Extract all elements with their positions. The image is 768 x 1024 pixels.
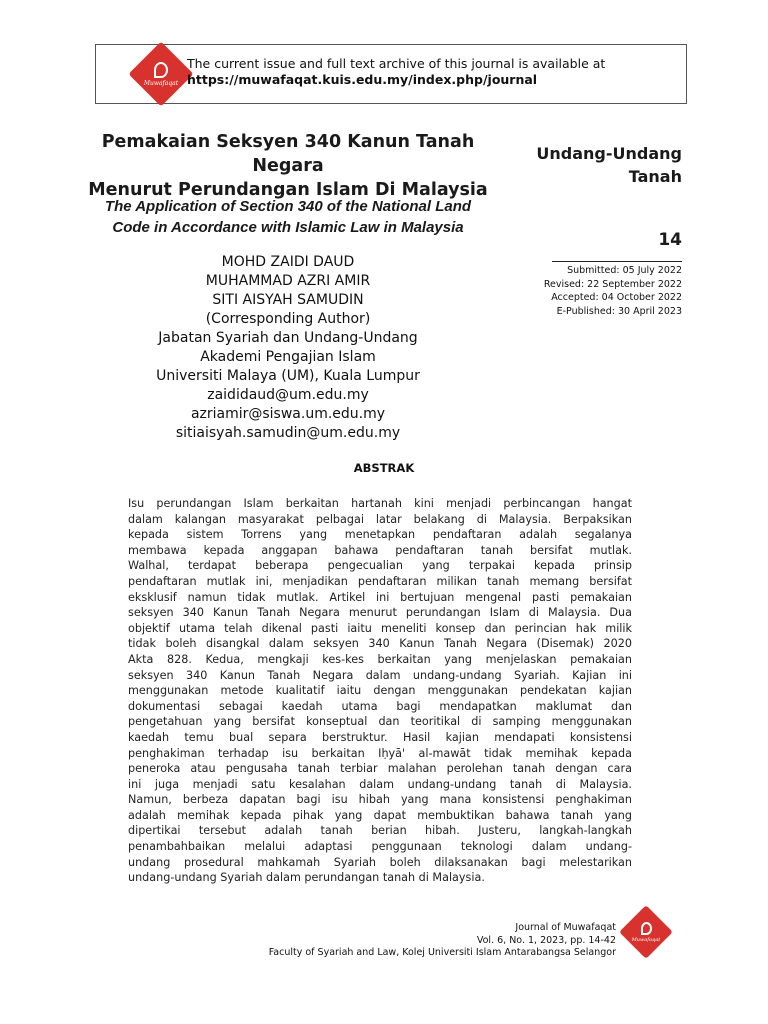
abstract-line: dokumentasi sebagai kaedah utama bagi mendapatkan maklumat dan — [128, 699, 632, 713]
category-line: Tanah — [628, 167, 682, 186]
abstract-line: dalam kalangan masyarakat pelbagai latar belakang di Malaysia. Berpaksikan — [128, 512, 632, 526]
title-malay-line: Pemakaian Seksyen 340 Kanun Tanah Negara — [101, 132, 475, 176]
affiliation-university: Universiti Malaya (UM), Kuala Lumpur — [156, 368, 420, 384]
abstract-line: Namun, berbeza dapatan bagi isu hibah yang mana konsistensi penghakiman — [128, 793, 632, 807]
journal-url-link[interactable]: https://muwafaqat.kuis.edu.my/index.php/journal — [187, 72, 538, 87]
divider — [552, 261, 682, 262]
title-english-line: The Application of Section 340 of the National Land — [104, 198, 472, 215]
abstract-line: eksklusif namun tidak mutlak. Artikel ini bertujuan mengenal pasti pemakaian — [128, 590, 632, 604]
abstract-line: penghakiman terhadap isu berkaitan Iḥyā' al-mawāt tidak memihak kepada — [128, 746, 632, 760]
footer-journal-logo — [619, 905, 673, 959]
journal-logo — [128, 41, 193, 106]
abstract-line: Isu perundangan Islam berkaitan hartanah kini menjadi perbincangan hangat — [128, 497, 632, 510]
abstract-line: membawa kepada anggapan bahawa pendaftaran tanah bersifat mutlak. — [128, 543, 632, 557]
title-malay-line: Menurut Perundangan Islam Di Malaysia — [88, 180, 488, 200]
author-email[interactable]: sitiaisyah.samudin@um.edu.my — [175, 425, 401, 441]
date-published: E-Published: 30 April 2023 — [556, 305, 682, 317]
footer-volume: Vol. 6, No. 1, 2023, pp. 14-42 — [476, 934, 616, 946]
abstract-line: objektif utama telah dikenal pasti iaitu meneliti konsep dan perincian hak milik — [128, 621, 632, 635]
affiliation-department: Jabatan Syariah dan Undang-Undang — [158, 330, 418, 346]
notice-text: The current issue and full text archive of this journal is available at — [187, 56, 606, 71]
author-name: SITI AISYAH SAMUDIN — [212, 292, 364, 308]
abstract-line: undang-undang Syariah dalam perundangan tanah di Malaysia. — [128, 871, 485, 885]
title-english-line: Code in Accordance with Islamic Law in Malaysia — [112, 219, 464, 236]
author-name: MOHD ZAIDI DAUD — [221, 254, 355, 270]
abstract-line: kepada sistem Torrens yang menetapkan pendaftaran adalah segalanya — [128, 528, 632, 542]
author-email[interactable]: zaididaud@um.edu.my — [207, 387, 369, 403]
article-category — [520, 142, 682, 188]
abstract-line: Walhal, terdapat beberapa pengecualian yang terpakai kepada prinsip — [128, 559, 632, 573]
date-submitted: Submitted: 05 July 2022 — [567, 265, 682, 276]
notice-text-block — [187, 56, 605, 88]
abstract-heading: ABSTRAK — [353, 461, 415, 475]
abstract-line: peneroka atau pengusaha tanah terbiar malahan perolehan tanah dengan cara — [128, 762, 632, 776]
abstract-line: pengetahuan yang bersifat konseptual dan teoritikal di samping menggunakan — [128, 715, 632, 729]
footer-citation — [240, 922, 616, 960]
abstract-line: Akta 828. Kedua, mengkaji kes-kes berkaitan yang menjelaskan pemakaian — [128, 652, 632, 666]
publication-dates — [500, 264, 682, 318]
abstract-body — [128, 496, 632, 886]
abstract-line: tidak boleh disangkal dalam seksyen 340 Kanun Tanah Negara (Disemak) 2020 — [128, 637, 632, 651]
abstract-line: seksyen 340 Kanun Tanah Negara menurut perundangan Islam di Malaysia. Dua — [128, 606, 632, 620]
abstract-line: adalah memihak kepada pihak yang dapat membuktikan bahawa tanah yang — [128, 808, 632, 822]
logo-text: Muwafaqat — [143, 79, 179, 87]
abstract-line: undang prosedural mahkamah Syariah boleh dilaksanakan bagi melestarikan — [128, 855, 632, 869]
abstract-line: pendaftaran mutlak ini, menjadikan pendaftaran milikan tanah memang bersifat — [128, 574, 632, 588]
footer-faculty: Faculty of Syariah and Law, Kolej Universiti Islam Antarabangsa Selangor — [268, 947, 616, 958]
corresponding-note: (Corresponding Author) — [205, 311, 371, 327]
abstract-line: menggunakan metode kualitatif iaitu dengan menggunakan pendekatan kajian — [128, 684, 632, 698]
abstract-line: penambahbaikan melalui adaptasi penggunaan teknologi dalam undang- — [128, 840, 632, 854]
date-revised: Revised: 22 September 2022 — [543, 278, 682, 290]
journal-notice-box — [95, 44, 687, 104]
author-block — [80, 253, 496, 443]
affiliation-academy: Akademi Pengajian Islam — [200, 349, 376, 365]
title-english — [80, 196, 496, 238]
abstract-line: seksyen 340 Kanun Tanah Negara dalam undang-undang Syariah. Kajian ini — [128, 668, 632, 682]
abstract-line: ini juga menjadi satu kesalahan dalam undang-undang tanah di Malaysia. — [128, 777, 632, 791]
category-line: Undang-Undang — [536, 144, 682, 163]
logo-mark-icon — [154, 62, 168, 78]
logo-mark-icon — [641, 922, 652, 935]
author-name: MUHAMMAD AZRI AMIR — [205, 273, 371, 289]
author-email[interactable]: azriamir@siswa.um.edu.my — [190, 406, 386, 422]
footer-journal: Journal of Muwafaqat — [515, 922, 616, 933]
abstract-line: kaedah temu bual separa berstruktur. Hasil kajian mendapati konsistensi — [128, 730, 632, 744]
abstract-line: dipertikai tersebut adalah tanah berian hibah. Justeru, langkah-langkah — [128, 824, 632, 838]
date-accepted: Accepted: 04 October 2022 — [551, 292, 682, 303]
article-number: 14 — [658, 230, 682, 250]
title-malay — [80, 130, 496, 202]
logo-text: Muwafaqat — [631, 936, 661, 943]
